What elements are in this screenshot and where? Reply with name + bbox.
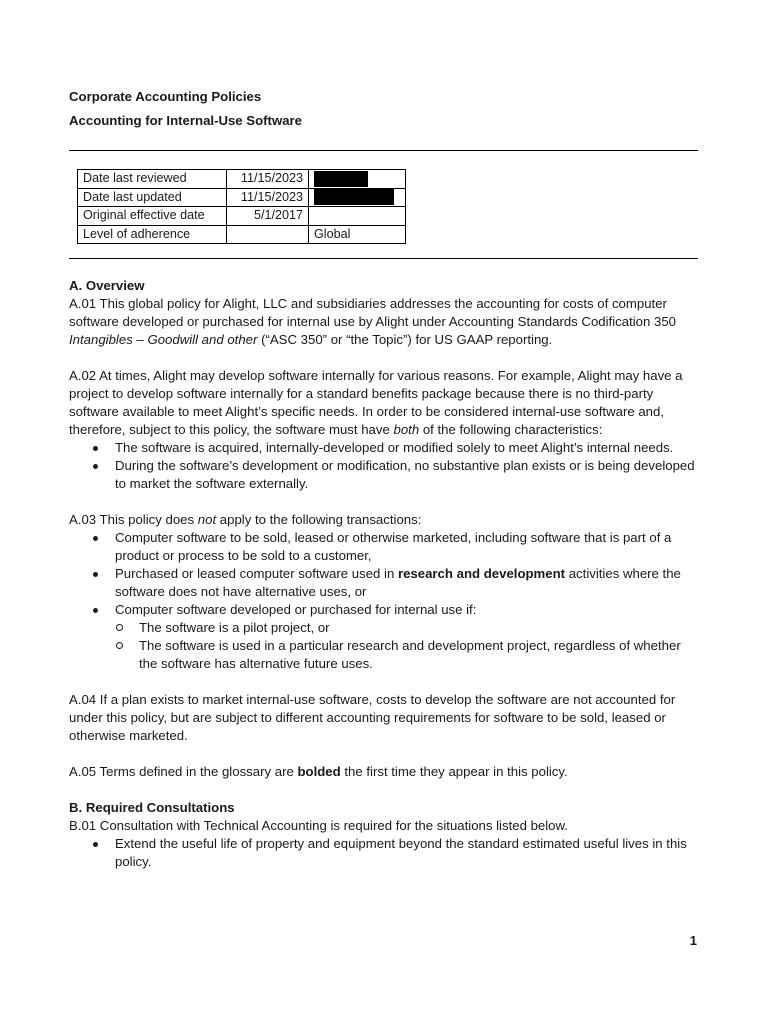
- section-b-heading: B. Required Consultations: [69, 800, 235, 815]
- list-item: Computer software developed or purchased for internal use if: The software is a pilot project, or The software is used in a particular research and development project, regardless of whether the software has alternative future uses.: [69, 601, 699, 673]
- row-value: 11/15/2023: [227, 170, 309, 189]
- bullet-list: [69, 529, 699, 673]
- text-run: the first time they appear in this policy.: [340, 764, 568, 779]
- redaction-block: [314, 189, 394, 205]
- table-row: [78, 225, 406, 244]
- circle-bullet-icon: [116, 624, 123, 631]
- row-note: [309, 207, 406, 226]
- section-a-heading: A. Overview: [69, 278, 145, 293]
- bullet-icon: [93, 464, 98, 469]
- page-number: 1: [689, 933, 697, 948]
- bold-text: bolded: [297, 764, 341, 779]
- text-run: A.03 This policy does: [69, 512, 198, 527]
- text-run: A.01 This global policy for Alight, LLC and subsidiaries addresses the accounting for costs of computer software developed or purchased for internal use by Alight under Accounting Standards Codification 350: [69, 296, 677, 329]
- bullet-icon: [93, 536, 98, 541]
- circle-bullet-icon: [116, 642, 123, 649]
- row-note: [309, 188, 406, 207]
- table-row: [78, 188, 406, 207]
- row-value: 5/1/2017: [227, 207, 309, 226]
- redaction-block: [314, 171, 368, 187]
- row-note: [309, 170, 406, 189]
- list-item: Extend the useful life of property and equipment beyond the standard estimated useful lives in this policy.: [69, 835, 699, 871]
- sub-list-item: The software is used in a particular research and development project, regardless of whether the software has alternative future uses.: [69, 637, 699, 673]
- bullet-icon: [93, 446, 98, 451]
- bullet-list: [69, 835, 699, 871]
- list-item: Computer software to be sold, leased or otherwise marketed, including software that is part of a product or process to be sold to a customer,: [69, 529, 699, 565]
- paragraph-a05: [69, 763, 699, 781]
- row-label: Level of adherence: [78, 225, 227, 244]
- italic-text: not: [197, 512, 217, 527]
- italic-text: Intangibles – Goodwill and other: [69, 332, 258, 347]
- row-value: 11/15/2023: [227, 188, 309, 207]
- row-note: Global: [309, 225, 406, 244]
- bullet-list: [69, 439, 699, 493]
- row-label: Original effective date: [78, 207, 227, 226]
- list-item: The software is acquired, internally-developed or modified solely to meet Alight’s internal needs.: [69, 439, 699, 457]
- table-row: [78, 170, 406, 189]
- document-title: Corporate Accounting Policies: [69, 89, 262, 104]
- paragraph-a01: [69, 295, 699, 349]
- document-subtitle: Accounting for Internal-Use Software: [69, 113, 303, 128]
- sub-bullet-list: [115, 619, 699, 673]
- text-run: A.05 Terms defined in the glossary are: [69, 764, 298, 779]
- row-value: [227, 225, 309, 244]
- list-item: Purchased or leased computer software used in research and development activities where the software does not have alternative uses, or: [69, 565, 699, 601]
- table-divider: [69, 258, 698, 259]
- table-row: [78, 207, 406, 226]
- row-label: Date last reviewed: [78, 170, 227, 189]
- paragraph-a02: [69, 367, 699, 439]
- paragraph-a03: [69, 511, 699, 529]
- paragraph-a04: A.04 If a plan exists to market internal-use software, costs to develop the software are not accounted for under this policy, but are subject to different accounting requirements for software to be sold, leased or otherwise marketed.: [69, 692, 676, 743]
- row-label: Date last updated: [78, 188, 227, 207]
- italic-text: both: [393, 422, 420, 437]
- list-item: During the software’s development or modification, no substantive plan exists or is being developed to market the software externally.: [69, 457, 699, 493]
- text-run: apply to the following transactions:: [216, 512, 422, 527]
- bullet-icon: [93, 572, 98, 577]
- glossary-term: research and development: [397, 566, 566, 581]
- sub-list-item: The software is a pilot project, or: [69, 619, 699, 637]
- policy-body: [69, 277, 699, 871]
- paragraph-b01: B.01 Consultation with Technical Accounting is required for the situations listed below.: [69, 818, 568, 833]
- top-divider: [69, 150, 698, 151]
- text-run: A.02 At times, Alight may develop software internally for various reasons. For example, Alight may have a project to develop software internally for a standard benefits package because there is no third-party software available to meet Alight’s specific needs. In order to be considered internal-use software and, therefore, subject to this policy, the software must have: [69, 368, 683, 437]
- policy-metadata-table: [77, 169, 406, 244]
- bullet-icon: [93, 842, 98, 847]
- text-run: of the following characteristics:: [419, 422, 603, 437]
- bullet-icon: [93, 608, 98, 613]
- text-run: (“ASC 350” or “the Topic”) for US GAAP reporting.: [257, 332, 553, 347]
